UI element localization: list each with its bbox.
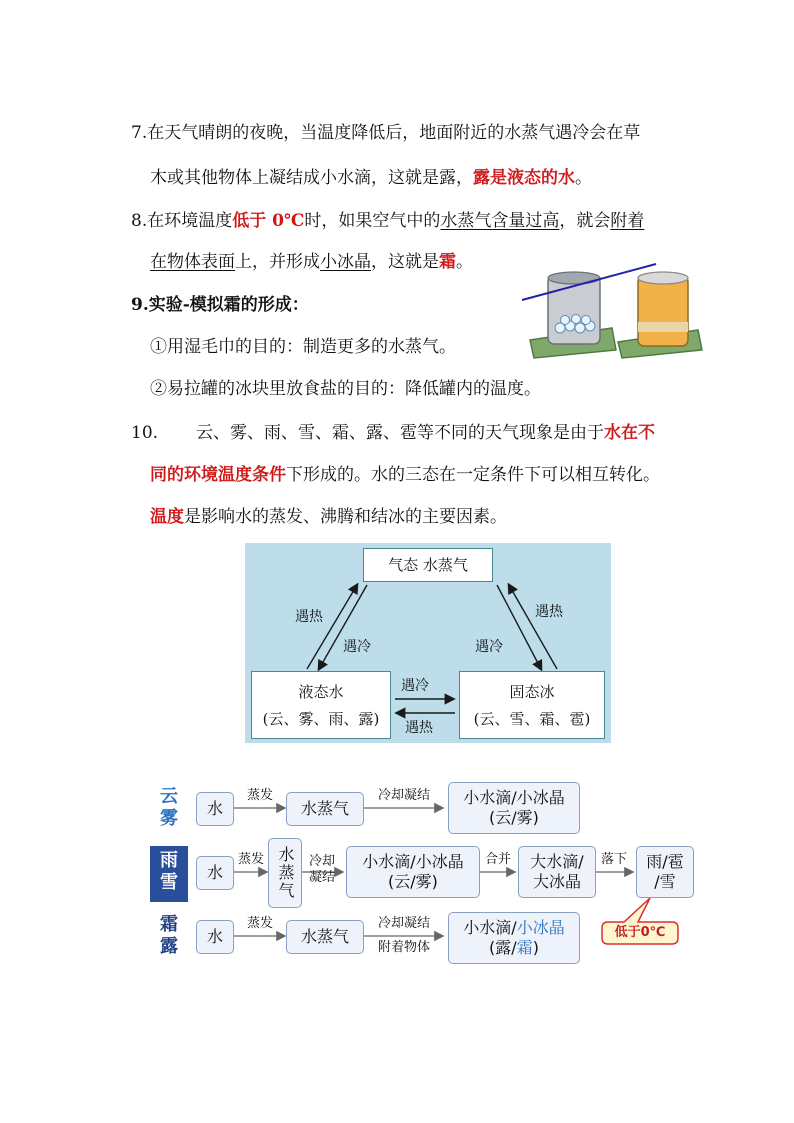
item10-b: 水在不	[604, 423, 656, 443]
liquid-label: 液态水	[298, 683, 344, 701]
item8-c: 时，如果空气中的	[304, 211, 441, 231]
solid-examples: (云、雪、霜、雹)	[473, 710, 591, 728]
callout-text: 低于0℃	[614, 925, 666, 940]
row2-big2: 大冰晶	[532, 872, 581, 891]
can	[638, 276, 688, 346]
gas-state-box: 气态 水蒸气	[363, 548, 493, 582]
row3-side-label	[150, 914, 188, 958]
row2-mid1: 小水滴/小冰晶	[362, 852, 464, 871]
ice-cubes	[555, 315, 595, 334]
row2-cond1: 冷却	[308, 854, 335, 869]
row2-vapor-box: 水蒸气	[268, 838, 302, 908]
item7-end: 。	[575, 168, 592, 188]
solid-state-box	[459, 671, 605, 739]
item7-line2	[150, 166, 592, 190]
row2-water-box: 水	[196, 856, 234, 890]
row2-big-box	[518, 846, 596, 898]
row1-result-box	[448, 782, 580, 834]
row3-evap-label: 蒸发	[246, 916, 273, 931]
item10-e: 温度	[150, 507, 184, 527]
row3-res-b: 小冰晶	[516, 918, 565, 937]
label-heat-right: 遇热	[535, 604, 563, 620]
liquid-examples: (云、雾、雨、露)	[262, 710, 380, 728]
row2-fall-label: 落下	[600, 852, 627, 867]
can-band	[638, 322, 688, 332]
row3-result1	[463, 918, 564, 938]
can-top	[638, 272, 688, 284]
row2-merge-label: 合并	[484, 852, 511, 867]
row1-water-box: 水	[196, 792, 234, 826]
row2-evap-label: 蒸发	[237, 852, 264, 867]
item10-d: 下形成的。水的三态在一定条件下可以相互转化。	[286, 465, 660, 485]
item8-temp: 低于 0℃	[232, 211, 305, 231]
row2-end-box	[636, 846, 694, 898]
item9-point1: ①用湿毛巾的目的：制造更多的水蒸气。	[150, 337, 456, 357]
item8-line2	[150, 250, 473, 274]
item8-surface: 在物体表面	[150, 252, 235, 272]
solid-label: 固态冰	[509, 683, 555, 701]
row1-side-a: 云	[160, 786, 178, 807]
row1-side-b: 雾	[160, 808, 178, 829]
label-heat-left: 遇热	[295, 609, 323, 625]
row1-result2: (云/雾)	[489, 808, 539, 827]
row1-side-label	[150, 786, 188, 830]
row2-end1: 雨/雹	[646, 852, 684, 871]
item7-line1: 7.在天气晴朗的夜晚，当温度降低后，地面附近的水蒸气遇冷会在草	[131, 123, 641, 143]
item9-title: 9.实验-模拟霜的形成：	[131, 295, 309, 315]
frost-experiment-illustration	[520, 262, 710, 362]
item8-a: 8.在环境温度	[131, 211, 233, 231]
row1-vapor-box: 水蒸气	[286, 792, 364, 826]
arrow-liquid-to-gas	[307, 585, 357, 669]
row2-mid2: (云/雾)	[388, 872, 438, 891]
item8-vapor: 水蒸气含量过高	[440, 211, 560, 231]
item10-a: 云、雾、雨、雪、霜、露、雹等不同的天气现象是由于	[196, 423, 605, 443]
item9-point2: ②易拉罐的冰块里放食盐的目的：降低罐内的温度。	[150, 379, 541, 399]
item10-f: 是影响水的蒸发、沸腾和结冰的主要因素。	[184, 507, 507, 527]
row2-side-label	[150, 846, 188, 902]
item10-line1	[131, 421, 655, 445]
row3-water-box: 水	[196, 920, 234, 954]
item8-h: 上，并形成	[235, 252, 320, 272]
row3-attach-label: 附着物体	[377, 940, 430, 955]
item8-frost: 霜	[439, 252, 456, 272]
row2-big1: 大水滴/	[530, 852, 584, 871]
liquid-state-box	[251, 671, 391, 739]
item8-l: 。	[456, 252, 473, 272]
row2-side-b: 雪	[160, 872, 178, 893]
row3-res-e: )	[532, 938, 539, 957]
row2-cond2: 凝结	[308, 870, 335, 885]
item8-j: ，这就是	[371, 252, 439, 272]
row2-mid-box	[346, 846, 480, 898]
row1-result1: 小水滴/小冰晶	[463, 788, 565, 807]
item8-attach: 附着	[610, 211, 645, 231]
item7-text: 木或其他物体上凝结成小水滴，这就是露，	[150, 168, 473, 188]
row3-res-d: 霜	[516, 938, 533, 957]
row3-vapor-box: 水蒸气	[286, 920, 364, 954]
row3-cond-label: 冷却凝结	[377, 916, 430, 931]
weather-formation-flow-diagram	[150, 780, 710, 970]
row2-cond-label	[304, 854, 340, 886]
row2-side-a: 雨	[160, 850, 178, 871]
row1-cond-label: 冷却凝结	[377, 788, 430, 803]
row3-side-a: 霜	[160, 914, 178, 935]
arrow-gas-to-solid	[497, 585, 541, 669]
water-state-cycle-diagram	[245, 543, 611, 743]
row3-res-a: 小水滴/	[463, 918, 517, 937]
row3-res-c: (露/	[489, 938, 517, 957]
row1-evap-label: 蒸发	[246, 788, 273, 803]
arrow-solid-to-gas	[509, 585, 557, 669]
label-cool-right: 遇冷	[475, 639, 503, 655]
label-heat-mid: 遇热	[405, 720, 433, 736]
item10-line3	[150, 505, 507, 529]
item8-crystal: 小冰晶	[320, 252, 371, 272]
item8-e: ，就会	[559, 211, 611, 231]
item10-line2	[150, 463, 660, 487]
row3-side-b: 露	[160, 936, 178, 957]
label-cool-mid: 遇冷	[401, 678, 429, 694]
jar-top	[548, 272, 600, 284]
label-cool-left: 遇冷	[343, 639, 371, 655]
row2-end2: /雪	[654, 872, 676, 891]
item7-highlight: 露是液态的水	[473, 168, 575, 188]
item8-line1	[131, 209, 644, 233]
arrow-gas-to-liquid	[319, 585, 367, 669]
item10-c: 同的环境温度条件	[150, 465, 286, 485]
row3-result2	[489, 938, 539, 958]
row3-result-box	[448, 912, 580, 964]
item10-num: 10.	[131, 423, 159, 443]
